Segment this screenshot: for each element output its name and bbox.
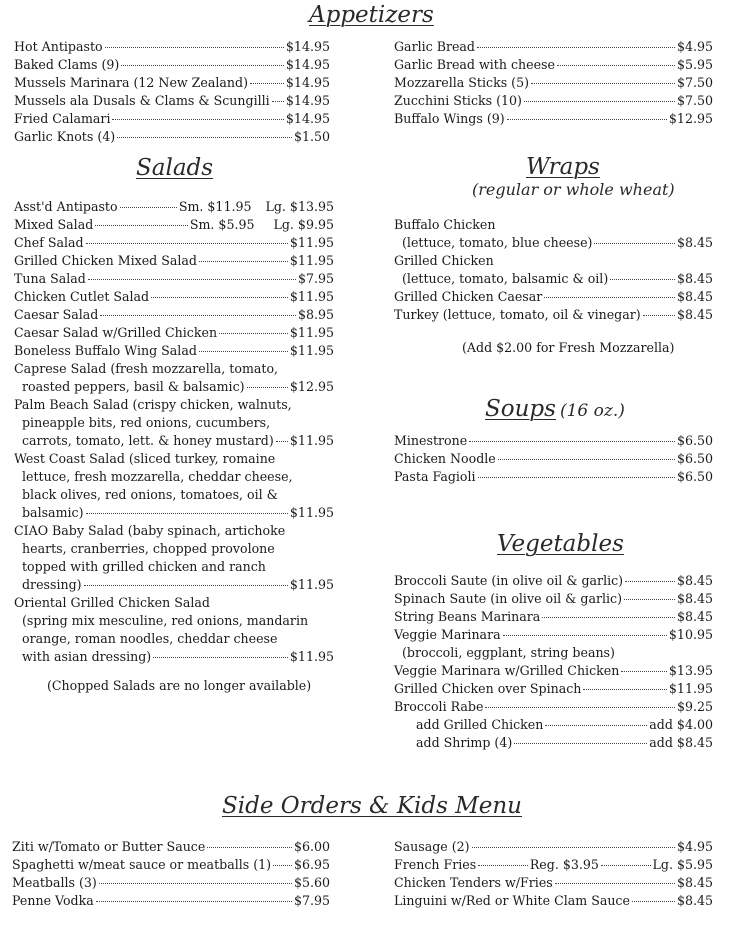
menu-item: Penne Vodka $7.95 xyxy=(12,893,330,908)
menu-item: Caesar Salad $8.95 xyxy=(14,307,334,322)
menu-item: Zucchini Sticks (10) $7.50 xyxy=(394,93,713,108)
menu-item: String Beans Marinara $8.45 xyxy=(394,609,713,624)
menu-item: Buffalo Chicken (lettuce, tomato, blue cheese) $8.45 xyxy=(394,217,713,250)
menu-item: Fried Calamari $14.95 xyxy=(14,111,330,126)
menu-item: Broccoli Rabe $9.25 xyxy=(394,699,713,714)
menu-item: Caprese Salad (fresh mozzarella, tomato, roasted peppers, basil & balsamic) $12.95 xyxy=(14,361,334,394)
menu-item: Hot Antipasto $14.95 xyxy=(14,39,330,54)
menu-item: Chicken Cutlet Salad $11.95 xyxy=(14,289,334,304)
menu-item: Palm Beach Salad (crispy chicken, walnuts, pineapple bits, red onions, cucumbers, carrots, tomato, lett. & honey mustard) $11.95 xyxy=(14,397,334,448)
menu-item: add Grilled Chicken add $4.00 xyxy=(416,717,713,732)
menu-item: Turkey (lettuce, tomato, oil & vinegar) $8.45 xyxy=(394,307,713,322)
wraps-subtitle: (regular or whole wheat) xyxy=(472,180,675,199)
appetizers-right-list xyxy=(394,38,713,128)
menu-item: Chicken Tenders w/Fries $8.45 xyxy=(394,875,713,890)
sides-right-list xyxy=(394,838,713,910)
soups-size: (16 oz.) xyxy=(559,401,625,421)
menu-item: Veggie Marinara w/Grilled Chicken $13.95 xyxy=(394,663,713,678)
soups-heading: Soups xyxy=(485,396,556,422)
sides-heading: Side Orders & Kids Menu xyxy=(222,793,522,819)
wraps-note: (Add $2.00 for Fresh Mozzarella) xyxy=(462,340,675,355)
menu-item: Tuna Salad $7.95 xyxy=(14,271,334,286)
soups-heading-group xyxy=(485,396,625,422)
menu-item: Minestrone $6.50 xyxy=(394,433,713,448)
soups-list xyxy=(394,432,713,486)
vegetables-heading: Vegetables xyxy=(497,531,624,557)
menu-item: West Coast Salad (sliced turkey, romaine lettuce, fresh mozzarella, cheddar cheese, black olives, red onions, tomatoes, oil & balsamic) $11.95 xyxy=(14,451,334,520)
menu-item: Mussels ala Dusals & Clams & Scungilli $14.95 xyxy=(14,93,330,108)
salads-list xyxy=(14,198,334,666)
menu-item: Asst'd Antipasto Sm. $11.95 Lg. $13.95 xyxy=(14,199,334,214)
menu-item: Grilled Chicken (lettuce, tomato, balsamic & oil) $8.45 xyxy=(394,253,713,286)
wraps-list xyxy=(394,216,713,324)
menu-item: Pasta Fagioli $6.50 xyxy=(394,469,713,484)
menu-item: Ziti w/Tomato or Butter Sauce $6.00 xyxy=(12,839,330,854)
menu-item: add Shrimp (4) add $8.45 xyxy=(416,735,713,750)
menu-item: French Fries Reg. $3.95 Lg. $5.95 xyxy=(394,857,714,872)
menu-item: Linguini w/Red or White Clam Sauce $8.45 xyxy=(394,893,713,908)
menu-item: Garlic Bread $4.95 xyxy=(394,39,713,54)
menu-item: Oriental Grilled Chicken Salad (spring mix mesculine, red onions, mandarin orange, roman noodles, cheddar cheese with asian dressing) $11.95 xyxy=(14,595,334,664)
menu-item: Mixed Salad Sm. $5.95 Lg. $9.95 xyxy=(14,217,334,232)
menu-item: Grilled Chicken over Spinach $11.95 xyxy=(394,681,713,696)
appetizers-left-list xyxy=(14,38,330,146)
menu-item: Spinach Saute (in olive oil & garlic) $8.45 xyxy=(394,591,713,606)
menu-item: Broccoli Saute (in olive oil & garlic) $8.45 xyxy=(394,573,713,588)
menu-item: Veggie Marinara $10.95 (broccoli, eggplant, string beans) xyxy=(394,627,713,660)
vegetables-list xyxy=(394,572,713,752)
menu-item: Boneless Buffalo Wing Salad $11.95 xyxy=(14,343,334,358)
salads-note: (Chopped Salads are no longer available) xyxy=(47,678,312,693)
menu-item: Grilled Chicken Caesar $8.45 xyxy=(394,289,713,304)
menu-item: Baked Clams (9) $14.95 xyxy=(14,57,330,72)
menu-item: Chef Salad $11.95 xyxy=(14,235,334,250)
menu-item: CIAO Baby Salad (baby spinach, artichoke hearts, cranberries, chopped provolone topped with grilled chicken and ranch dressing) $11.95 xyxy=(14,523,334,592)
menu-item: Meatballs (3) $5.60 xyxy=(12,875,330,890)
menu-item: Caesar Salad w/Grilled Chicken $11.95 xyxy=(14,325,334,340)
menu-item: Garlic Bread with cheese $5.95 xyxy=(394,57,713,72)
salads-heading: Salads xyxy=(136,155,214,181)
sides-left-list xyxy=(12,838,330,910)
menu-item: Sausage (2) $4.95 xyxy=(394,839,713,854)
menu-item: Chicken Noodle $6.50 xyxy=(394,451,713,466)
wraps-heading: Wraps xyxy=(526,154,600,180)
menu-item: Spaghetti w/meat sauce or meatballs (1) $6.95 xyxy=(12,857,330,872)
menu-item: Grilled Chicken Mixed Salad $11.95 xyxy=(14,253,334,268)
menu-item: Buffalo Wings (9) $12.95 xyxy=(394,111,713,126)
menu-item: Mozzarella Sticks (5) $7.50 xyxy=(394,75,713,90)
appetizers-heading: Appetizers xyxy=(309,2,434,28)
menu-item: Garlic Knots (4) $1.50 xyxy=(14,129,330,144)
menu-item: Mussels Marinara (12 New Zealand) $14.95 xyxy=(14,75,330,90)
